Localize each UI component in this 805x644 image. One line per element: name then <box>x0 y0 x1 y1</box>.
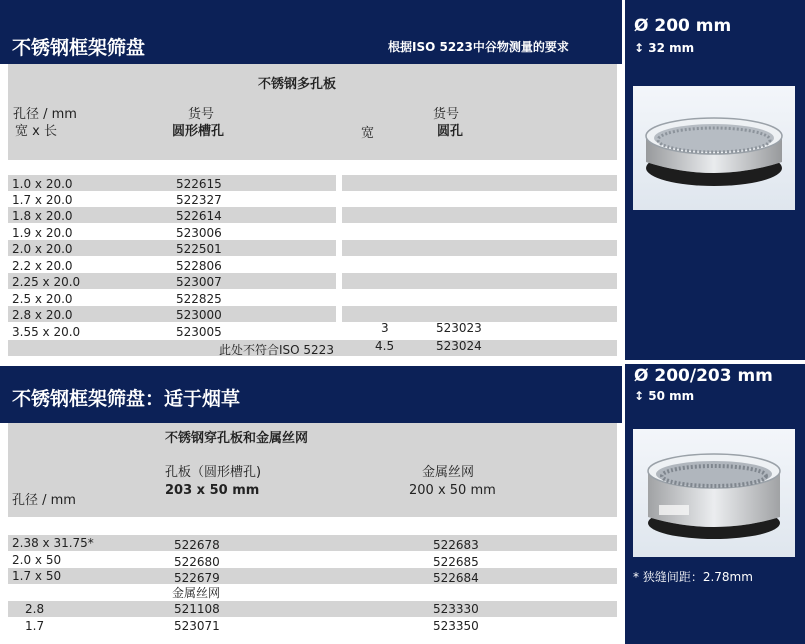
table-row-plate: 522678 <box>174 538 220 552</box>
table-row-size: 2.8 x 20.0 <box>12 308 73 322</box>
table-row-size: 1.7 x 50 <box>12 569 62 583</box>
wire-mesh-label: 金属丝网 <box>172 586 221 600</box>
table-row-part: 523000 <box>176 308 222 322</box>
table-row-size: 2.8 <box>25 602 45 616</box>
round-part-column-sub: 圆孔 <box>437 124 464 139</box>
iso-note: 此处不符合ISO 5223 <box>219 343 334 357</box>
table-row-mesh: 522685 <box>433 555 479 569</box>
sieve-photo-1 <box>633 86 795 210</box>
row-stripe <box>342 175 617 191</box>
table-row-part: 523006 <box>176 226 222 240</box>
section1-subtitle: 根据ISO 5223中谷物测量的要求 <box>388 40 569 54</box>
round-row-width: 3 <box>381 321 389 335</box>
row-stripe <box>342 240 617 256</box>
table-row-plate: 521108 <box>174 602 220 616</box>
sieve-photo-2 <box>633 429 795 557</box>
aperture-column-label-2: 孔径 / mm <box>12 493 76 508</box>
table-row-plate: 522679 <box>174 571 220 585</box>
section1-table-title: 不锈钢多孔板 <box>258 77 337 92</box>
section2-table-title: 不锈钢穿孔板和金属丝网 <box>165 431 309 446</box>
table-row-size: 1.0 x 20.0 <box>12 177 73 191</box>
section2-title: 不锈钢框架筛盘：适于烟草 <box>12 388 241 410</box>
table-row-size: 2.38 x 31.75* <box>12 536 94 550</box>
round-row-width: 4.5 <box>375 339 395 353</box>
table-row-part: 522825 <box>176 292 222 306</box>
side-height-1: ↕ 32 mm <box>634 41 695 55</box>
sieve-image-1 <box>633 86 795 210</box>
side-diameter-1: Ø 200 mm <box>634 16 732 36</box>
table-row-size: 1.7 x 20.0 <box>12 193 73 207</box>
table-row-part: 522614 <box>176 209 222 223</box>
table-row-mesh: 523350 <box>433 619 479 633</box>
round-row-part: 523024 <box>436 339 482 353</box>
table-row-mesh: 523330 <box>433 602 479 616</box>
round-part-column-label: 货号 <box>433 107 460 122</box>
row-stripe <box>342 306 617 322</box>
plate-column-size: 203 x 50 mm <box>165 483 260 498</box>
row-stripe <box>8 568 617 584</box>
table-row-part: 523005 <box>176 325 222 339</box>
table-row-part: 523007 <box>176 275 222 289</box>
table-row-mesh: 522683 <box>433 538 479 552</box>
part-column-label: 货号 <box>188 107 215 122</box>
slot-spacing-footnote: * 狭缝间距：2.78mm <box>633 570 753 584</box>
plate-column-label: 孔板（圆形槽孔) <box>165 465 262 480</box>
table-row-size: 1.9 x 20.0 <box>12 226 73 240</box>
aperture-column-label: 孔径 / mm <box>13 107 77 122</box>
aperture-column-sub: 宽 x 长 <box>15 124 57 139</box>
table-row-size: 3.55 x 20.0 <box>12 325 81 339</box>
width-column-label: 宽 <box>361 126 375 141</box>
table-row-size: 2.2 x 20.0 <box>12 259 73 273</box>
table-row-size: 1.8 x 20.0 <box>12 209 73 223</box>
table-row-size: 2.5 x 20.0 <box>12 292 73 306</box>
row-stripe <box>342 207 617 223</box>
round-row-part: 523023 <box>436 321 482 335</box>
table-row-part: 522806 <box>176 259 222 273</box>
table-row-plate: 522680 <box>174 555 220 569</box>
mesh-column-size: 200 x 50 mm <box>409 483 496 498</box>
row-stripe <box>8 601 617 617</box>
mesh-column-label: 金属丝网 <box>422 465 475 480</box>
table-row-part: 522327 <box>176 193 222 207</box>
row-stripe <box>8 535 617 551</box>
table-row-part: 522615 <box>176 177 222 191</box>
table-row-size: 2.0 x 20.0 <box>12 242 73 256</box>
sieve-image-2 <box>633 429 795 557</box>
table-row-size: 1.7 <box>25 619 45 633</box>
table-row-plate: 523071 <box>174 619 220 633</box>
part-column-sub: 圆形槽孔 <box>172 124 225 139</box>
row-stripe <box>342 273 617 289</box>
section1-title: 不锈钢框架筛盘 <box>12 37 146 59</box>
table-row-size: 2.25 x 20.0 <box>12 275 81 289</box>
table-row-part: 522501 <box>176 242 222 256</box>
section2-table-header <box>8 423 617 517</box>
table-row-mesh: 522684 <box>433 571 479 585</box>
side-height-2: ↕ 50 mm <box>634 389 695 403</box>
table-row-size: 2.0 x 50 <box>12 553 62 567</box>
side-diameter-2: Ø 200/203 mm <box>634 366 773 386</box>
